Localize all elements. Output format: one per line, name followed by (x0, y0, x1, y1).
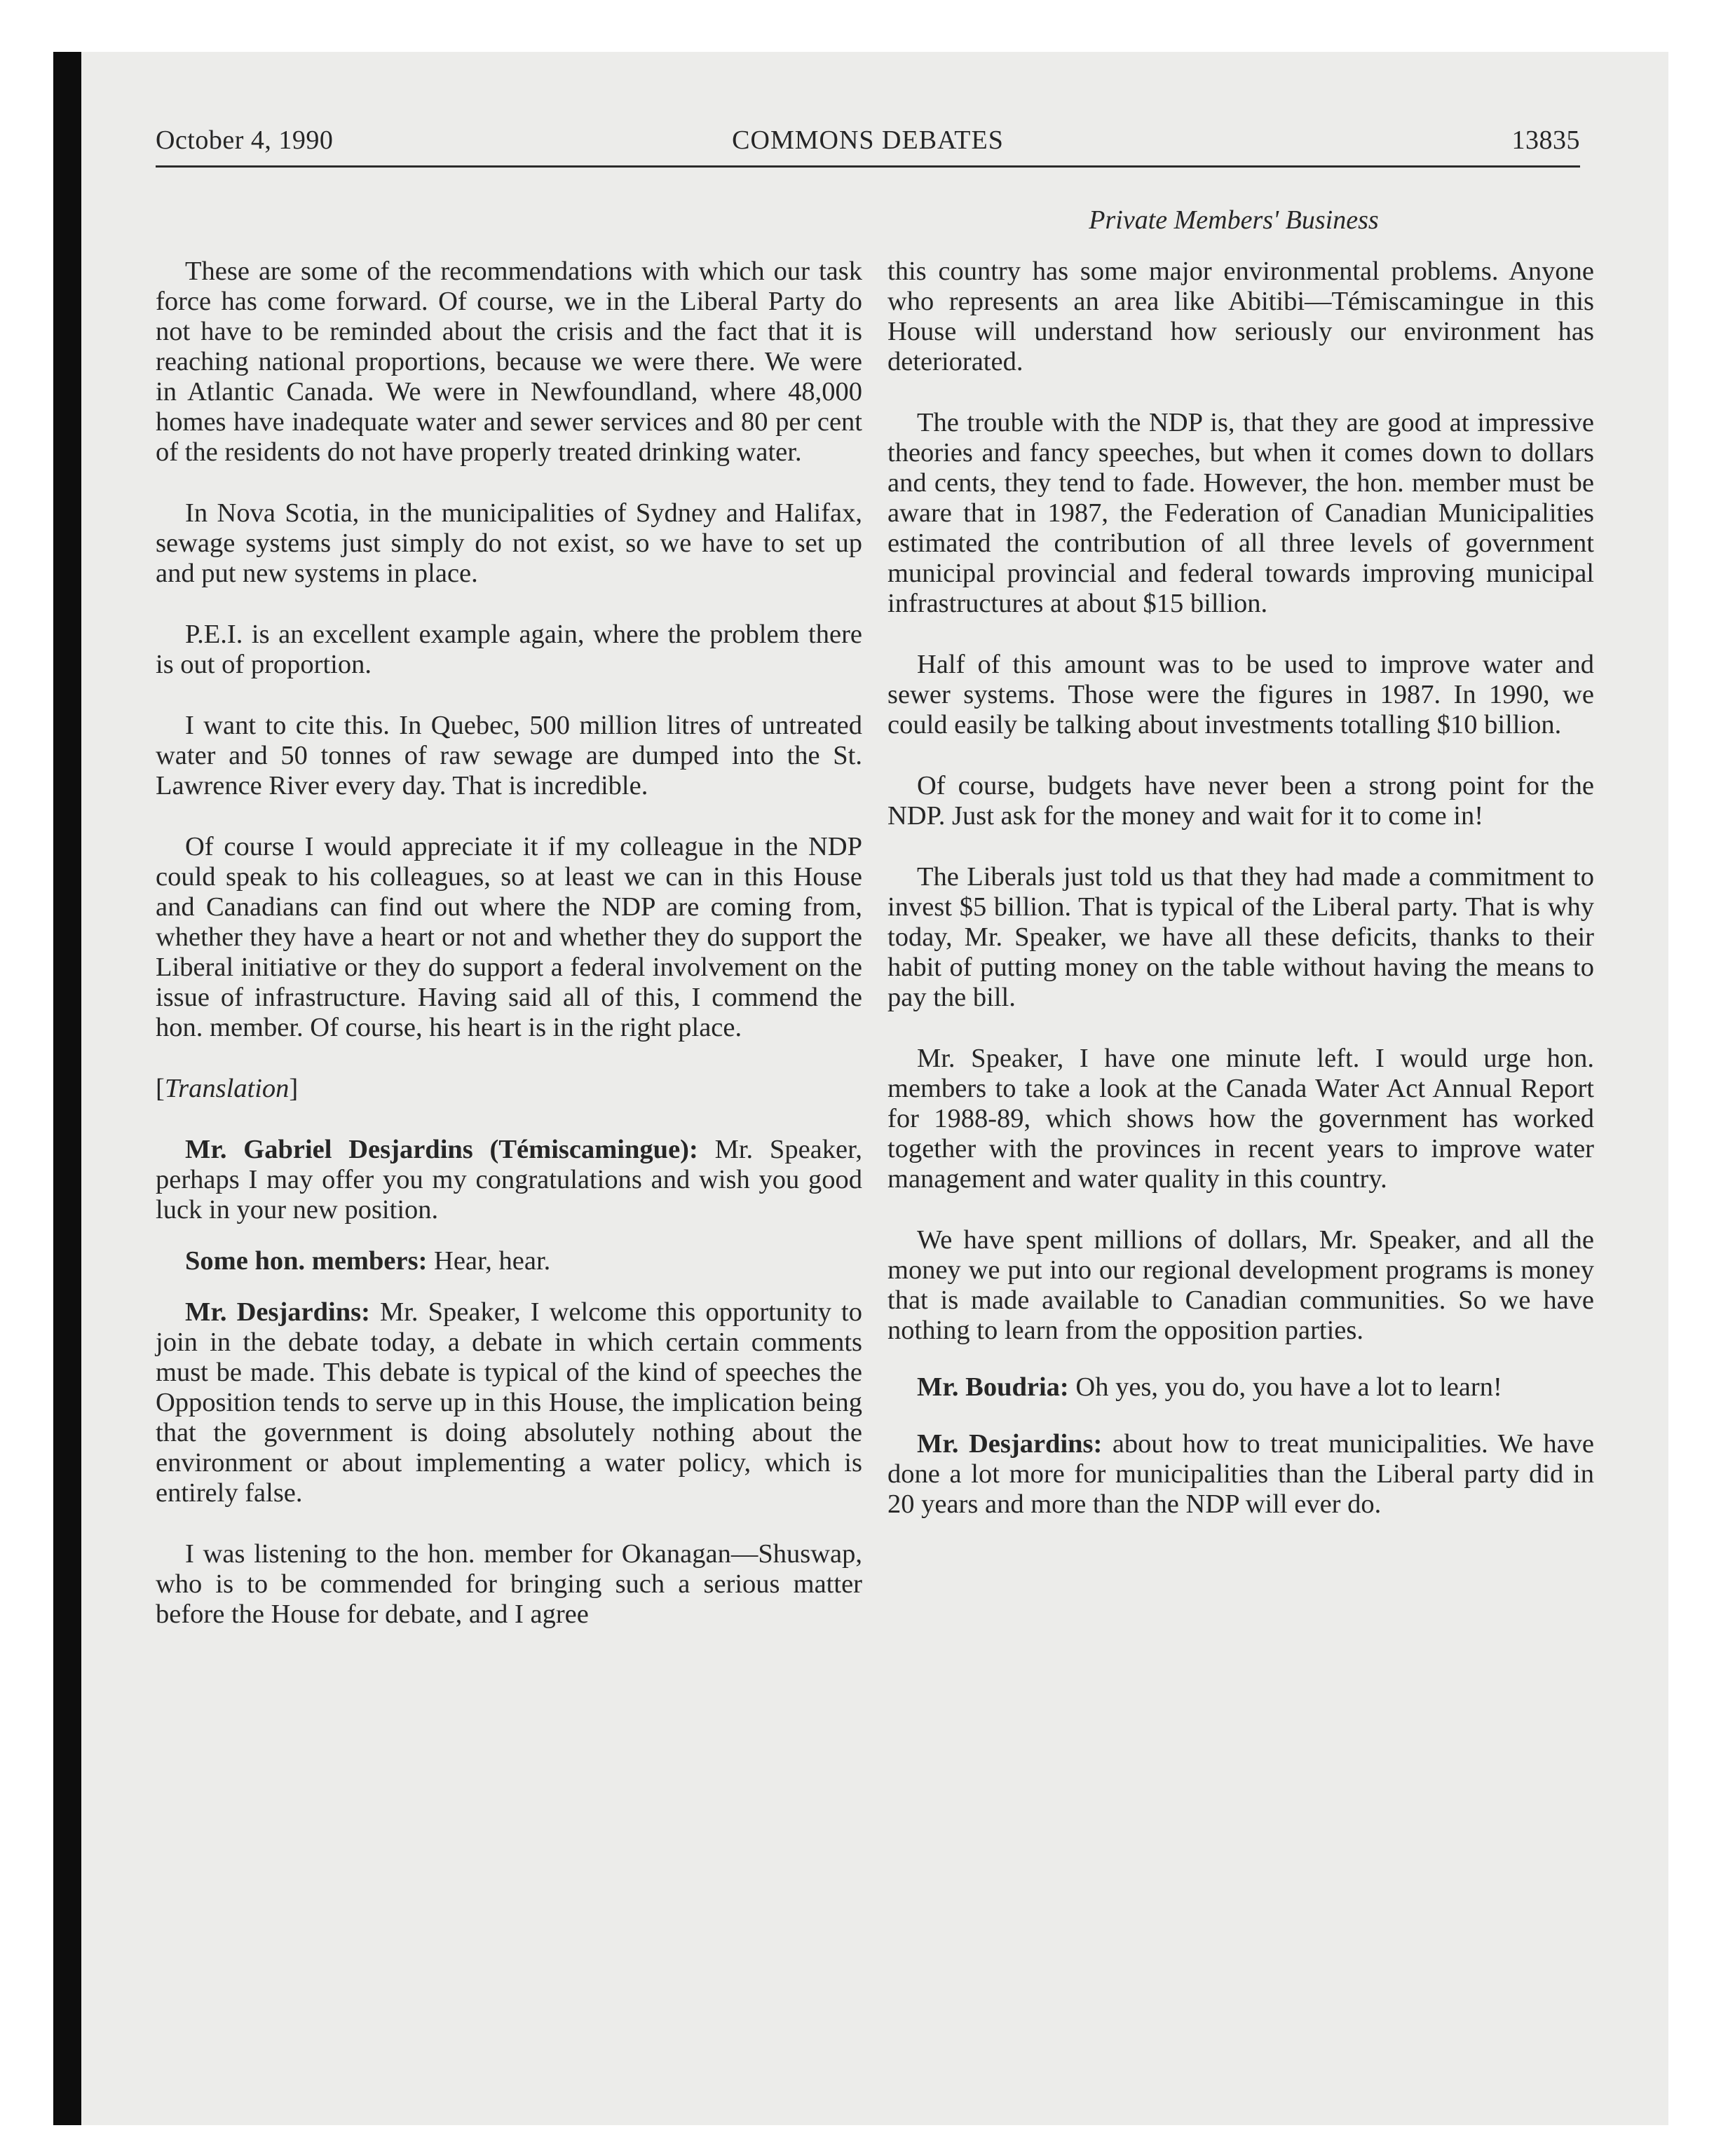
speaker-name: Mr. Boudria: (917, 1372, 1069, 1402)
paragraph: I was listening to the hon. member for Okanagan—Shuswap, who is to be commended for bringing such a serious matter before the House for debate, and I agree (156, 1539, 862, 1629)
paragraph-continued: this country has some major environmental problems. Anyone who represents an area like Abitibi—Témiscamingue in this House will understand how seriously our environment has deteriorated. (887, 257, 1594, 376)
paragraph: We have spent millions of dollars, Mr. Speaker, and all the money we put into our regional development programs is money that is made available to Canadian communities. So we have nothing to learn from the opposition parties. (887, 1225, 1594, 1345)
right-column (887, 257, 1594, 1520)
speaker-name: Mr. Gabriel Desjardins (Témiscamingue): (185, 1135, 698, 1164)
paragraph: Of course I would appreciate it if my colleague in the NDP could speak to his colleagues, so at least we can in this House and Canadians can find out where the NDP are coming from, whether they have a heart or not and whether they do support the Liberal initiative or they do support a federal involvement on the issue of infrastructure. Having said all of this, I commend the hon. member. Of course, his heart is in the right place. (156, 832, 862, 1042)
speech-paragraph: Some hon. members: Hear, hear. (185, 1246, 551, 1276)
paragraph: I want to cite this. In Quebec, 500 million litres of untreated water and 50 tonnes of raw sewage are dumped into the St. Lawrence River every day. That is incredible. (156, 711, 862, 800)
page-header (156, 125, 1580, 165)
speech-paragraph: Mr. Desjardins: Mr. Speaker, I welcome this opportunity to join in the debate today, a debate in which certain comments must be made. This debate is typical of the kind of speeches the Opposition tends to serve up in this House, the implication being that the government is doing absolutely nothing about the environment or about implementing a water policy, which is entirely false. (156, 1297, 862, 1508)
speech-paragraph: Mr. Gabriel Desjardins (Témiscamingue): Mr. Speaker, perhaps I may offer you my congratulations and wish you good luck in your new position. (156, 1135, 862, 1224)
paragraph: The trouble with the NDP is, that they are good at impressive theories and fancy speeches, but when it comes down to dollars and cents, they tend to fade. However, the hon. member must be aware that in 1987, the Federation of Canadian Municipalities estimated the contribution of all three levels of government municipal provincial and federal towards improving municipal infrastructures at about $15 billion. (887, 408, 1594, 618)
paragraph: The Liberals just told us that they had made a commitment to invest $5 billion. That is typical of the Liberal party. That is why today, Mr. Speaker, we have all these deficits, thanks to their habit of putting money on the table without having the means to pay the bill. (887, 862, 1594, 1012)
speaker-name: Mr. Desjardins: (185, 1297, 370, 1327)
paragraph: These are some of the recommendations with which our task force has come forward. Of course, we in the Liberal Party do not have to be reminded about the crisis and the fact that it is reaching national proportions, because we were there. We were in Atlantic Canada. We were in Newfoundland, where 48,000 homes have inadequate water and sewer services and 80 per cent of the residents do not have properly treated drinking water. (156, 257, 862, 467)
header-title: COMMONS DEBATES (732, 125, 1004, 155)
speaker-name: Mr. Desjardins: (917, 1429, 1103, 1459)
paragraph: Half of this amount was to be used to improve water and sewer systems. Those were the figures in 1987. In 1990, we could easily be talking about investments totalling $10 billion. (887, 650, 1594, 739)
paragraph: In Nova Scotia, in the municipalities of Sydney and Halifax, sewage systems just simply do not exist, so we have to set up and put new systems in place. (156, 498, 862, 588)
speech-paragraph: Mr. Desjardins: about how to treat municipalities. We have done a lot more for municipalities than the Liberal party did in 20 years and more than the NDP will ever do. (887, 1429, 1594, 1519)
header-date: October 4, 1990 (156, 125, 334, 155)
speaker-name: Some hon. members: (185, 1246, 428, 1276)
translation-label: Translation (164, 1074, 290, 1103)
page-number: 13835 (1511, 125, 1580, 155)
header-rule (156, 165, 1580, 168)
binding-edge (53, 52, 81, 2125)
paragraph: P.E.I. is an excellent example again, where the problem there is out of proportion. (156, 620, 862, 679)
paragraph: Mr. Speaker, I have one minute left. I would urge hon. members to take a look at the Canada Water Act Annual Report for 1988-89, which shows how the government has worked together with the provinces in recent years to improve water management and water quality in this country. (887, 1044, 1594, 1194)
speech-paragraph: Mr. Boudria: Oh yes, you do, you have a lot to learn! (917, 1372, 1502, 1402)
translation-marker: [Translation] (156, 1074, 299, 1103)
left-column (156, 257, 862, 1630)
section-heading: Private Members' Business (1089, 205, 1379, 235)
paragraph: Of course, budgets have never been a strong point for the NDP. Just ask for the money and wait for it to come in! (887, 771, 1594, 831)
